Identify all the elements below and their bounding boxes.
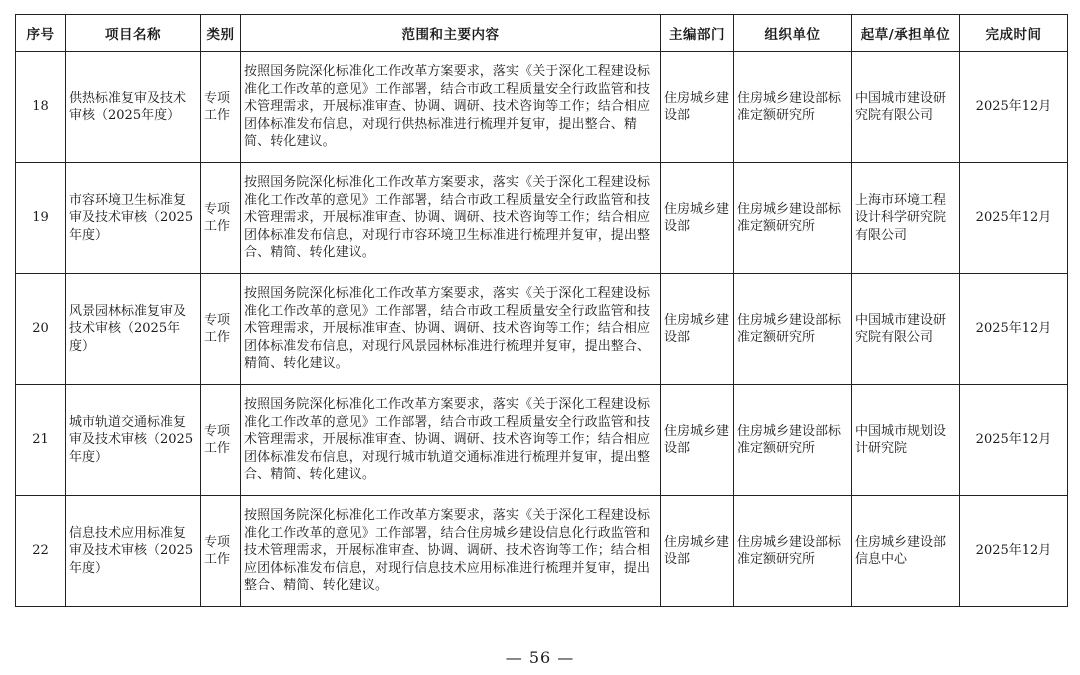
row-deadline: 2025年12月 [960,385,1068,496]
row-editor: 住房城乡建设部 [661,274,734,385]
header-num: 序号 [16,15,66,52]
header-deadline: 完成时间 [960,15,1068,52]
standards-project-table [15,14,1068,607]
row-project-name: 供热标准复审及技术审核（2025年度） [66,52,201,163]
row-category: 专项工作 [201,274,241,385]
row-category: 专项工作 [201,163,241,274]
row-project-name: 风景园林标准复审及技术审核（2025年度） [66,274,201,385]
row-drafter: 住房城乡建设部信息中心 [852,496,960,607]
row-deadline: 2025年12月 [960,52,1068,163]
header-editor: 主编部门 [661,15,734,52]
row-drafter: 中国城市规划设计研究院 [852,385,960,496]
header-organizer: 组织单位 [734,15,852,52]
row-editor: 住房城乡建设部 [661,52,734,163]
row-category: 专项工作 [201,385,241,496]
row-project-name: 市容环境卫生标准复审及技术审核（2025年度） [66,163,201,274]
row-organizer: 住房城乡建设部标准定额研究所 [734,496,852,607]
row-project-name: 信息技术应用标准复审及技术审核（2025年度） [66,496,201,607]
table-row [16,274,1068,385]
header-scope: 范围和主要内容 [241,15,661,52]
row-project-name: 城市轨道交通标准复审及技术审核（2025年度） [66,385,201,496]
row-organizer: 住房城乡建设部标准定额研究所 [734,274,852,385]
row-num: 22 [16,496,66,607]
row-scope: 按照国务院深化标准化工作改革方案要求，落实《关于深化工程建设标准化工作改革的意见》工作部署，结合住房城乡建设信息化行政监管和技术管理需求，开展标准审查、协调、调研、技术咨询等工作；结合相应团体标准发布信息，对现行信息技术应用标准进行梳理并复审，提出整合、精简、转化建议。 [241,496,661,607]
table-row [16,52,1068,163]
row-num: 21 [16,385,66,496]
table-row [16,163,1068,274]
header-drafter: 起草/承担单位 [852,15,960,52]
row-scope: 按照国务院深化标准化工作改革方案要求，落实《关于深化工程建设标准化工作改革的意见》工作部署，结合市政工程质量安全行政监管和技术管理需求，开展标准审查、协调、调研、技术咨询等工作；结合相应团体标准发布信息，对现行城市轨道交通标准进行梳理并复审，提出整合、精简、转化建议。 [241,385,661,496]
row-deadline: 2025年12月 [960,163,1068,274]
table-row [16,385,1068,496]
row-editor: 住房城乡建设部 [661,163,734,274]
row-organizer: 住房城乡建设部标准定额研究所 [734,52,852,163]
header-name: 项目名称 [66,15,201,52]
row-drafter: 上海市环境工程设计科学研究院有限公司 [852,163,960,274]
row-drafter: 中国城市建设研究院有限公司 [852,274,960,385]
row-scope: 按照国务院深化标准化工作改革方案要求，落实《关于深化工程建设标准化工作改革的意见》工作部署，结合市政工程质量安全行政监管和技术管理需求，开展标准审查、协调、调研、技术咨询等工作；结合相应团体标准发布信息，对现行市容环境卫生标准进行梳理并复审，提出整合、精简、转化建议。 [241,163,661,274]
row-drafter: 中国城市建设研究院有限公司 [852,52,960,163]
header-category: 类别 [201,15,241,52]
row-num: 19 [16,163,66,274]
row-deadline: 2025年12月 [960,274,1068,385]
row-organizer: 住房城乡建设部标准定额研究所 [734,385,852,496]
row-category: 专项工作 [201,52,241,163]
row-scope: 按照国务院深化标准化工作改革方案要求，落实《关于深化工程建设标准化工作改革的意见》工作部署，结合市政工程质量安全行政监管和技术管理需求，开展标准审查、协调、调研、技术咨询等工作；结合相应团体标准发布信息，对现行供热标准进行梳理并复审，提出整合、精简、转化建议。 [241,52,661,163]
row-num: 20 [16,274,66,385]
row-num: 18 [16,52,66,163]
header-row [16,15,1068,52]
row-scope: 按照国务院深化标准化工作改革方案要求，落实《关于深化工程建设标准化工作改革的意见》工作部署，结合市政工程质量安全行政监管和技术管理需求，开展标准审查、协调、调研、技术咨询等工作；结合相应团体标准发布信息，对现行风景园林标准进行梳理并复审，提出整合、精简、转化建议。 [241,274,661,385]
row-editor: 住房城乡建设部 [661,385,734,496]
row-deadline: 2025年12月 [960,496,1068,607]
row-editor: 住房城乡建设部 [661,496,734,607]
row-category: 专项工作 [201,496,241,607]
row-organizer: 住房城乡建设部标准定额研究所 [734,163,852,274]
page-number: — 56 — [505,648,575,667]
table-row [16,496,1068,607]
